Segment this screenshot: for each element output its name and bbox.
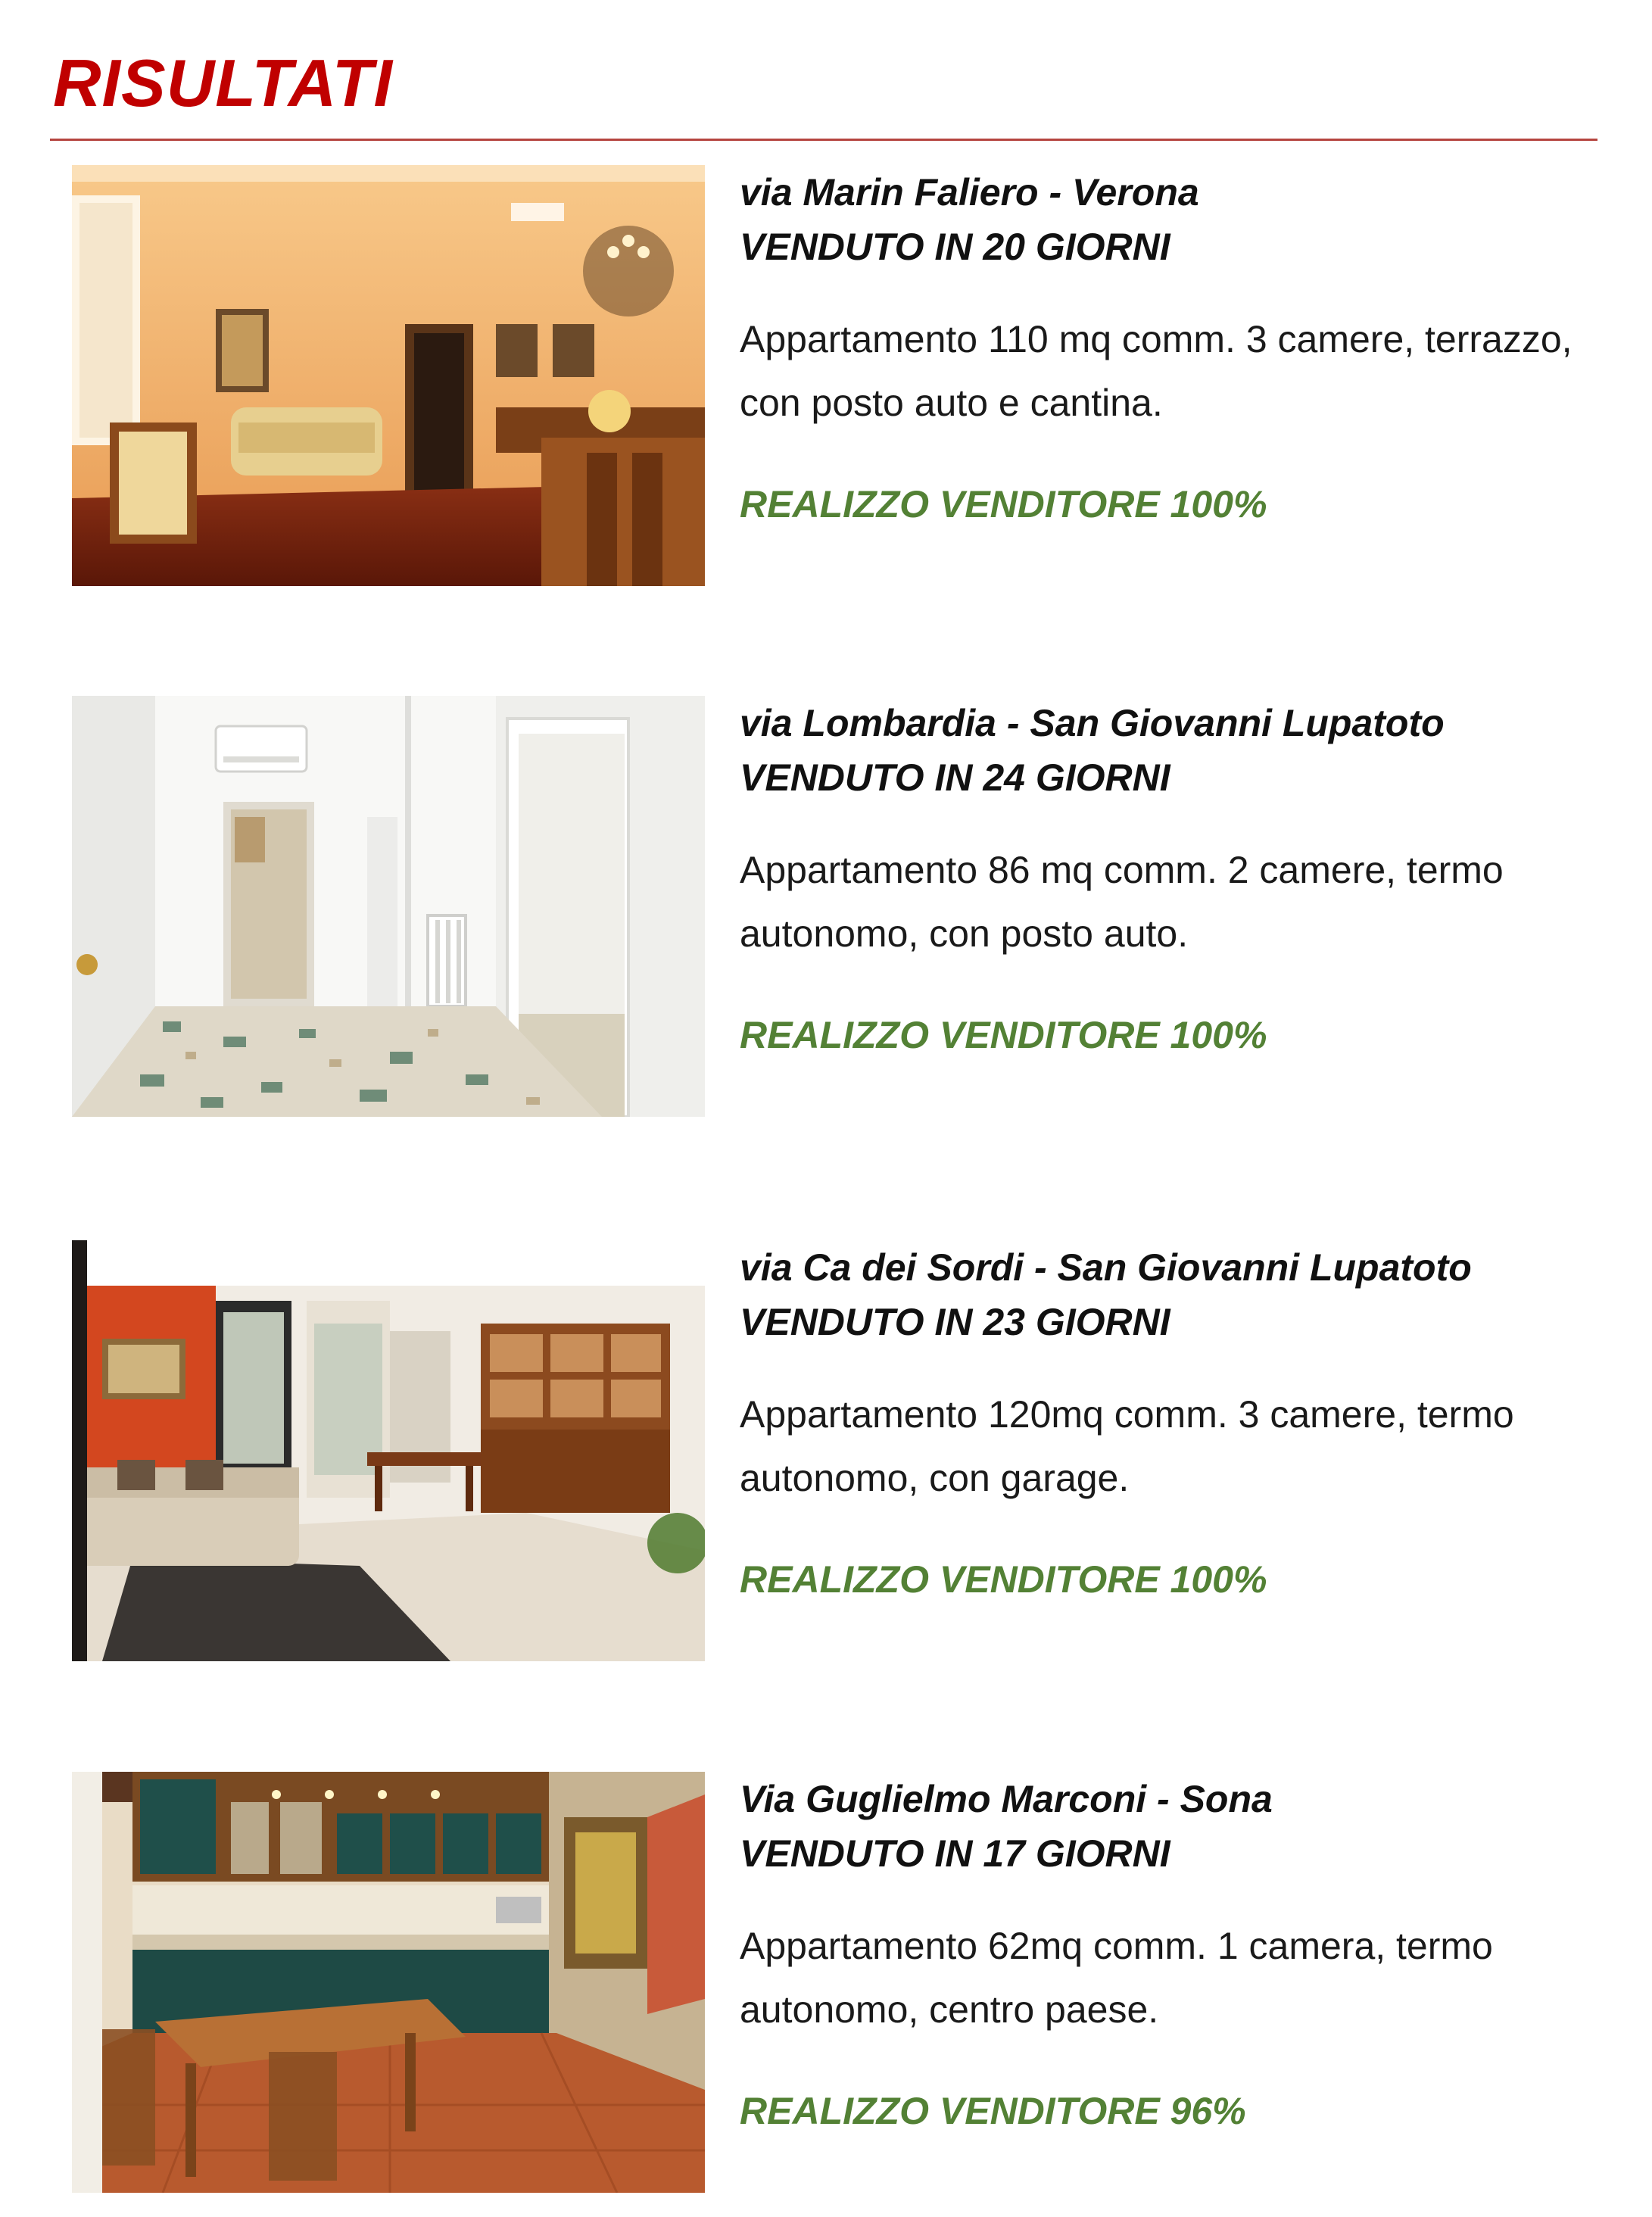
listing-photo-living-room: [72, 165, 705, 586]
listing-card: [72, 1772, 1586, 2196]
listing-description: Appartamento 86 mq comm. 2 camere, termo autonomo, con posto auto.: [740, 849, 1504, 955]
listing-card: [72, 1240, 1586, 1664]
listing-address: via Marin Faliero - Verona: [740, 171, 1199, 214]
listing-seller-result: REALIZZO VENDITORE 100%: [740, 1014, 1267, 1056]
listing-address: via Ca dei Sordi - San Giovanni Lupatoto: [740, 1246, 1472, 1289]
title-divider: [50, 139, 1597, 141]
listing-sold-time: VENDUTO IN 20 GIORNI: [740, 226, 1170, 268]
listing-card: [72, 696, 1586, 1120]
listing-photo-hallway: [72, 696, 705, 1117]
listing-sold-time: VENDUTO IN 24 GIORNI: [740, 756, 1170, 799]
listing-address: Via Guglielmo Marconi - Sona: [740, 1778, 1273, 1820]
listing-description: Appartamento 120mq comm. 3 camere, termo autonomo, con garage.: [740, 1393, 1514, 1499]
listing-card: [72, 165, 1586, 589]
listing-seller-result: REALIZZO VENDITORE 100%: [740, 1558, 1267, 1601]
listing-sold-time: VENDUTO IN 23 GIORNI: [740, 1301, 1170, 1343]
page-title: RISULTATI: [53, 45, 393, 120]
listing-info: [740, 1240, 1573, 1607]
listing-seller-result: REALIZZO VENDITORE 96%: [740, 2090, 1246, 2132]
listing-description: Appartamento 110 mq comm. 3 camere, terrazzo, con posto auto e cantina.: [740, 318, 1573, 424]
listing-info: [740, 1772, 1573, 2138]
listing-info: [740, 165, 1573, 532]
listing-sold-time: VENDUTO IN 17 GIORNI: [740, 1832, 1170, 1875]
listing-description: Appartamento 62mq comm. 1 camera, termo autonomo, centro paese.: [740, 1925, 1493, 2031]
listing-info: [740, 696, 1573, 1062]
listing-seller-result: REALIZZO VENDITORE 100%: [740, 483, 1267, 525]
listing-photo-open-living: [72, 1240, 705, 1661]
listing-photo-kitchen: [72, 1772, 705, 2193]
listing-address: via Lombardia - San Giovanni Lupatoto: [740, 702, 1445, 744]
